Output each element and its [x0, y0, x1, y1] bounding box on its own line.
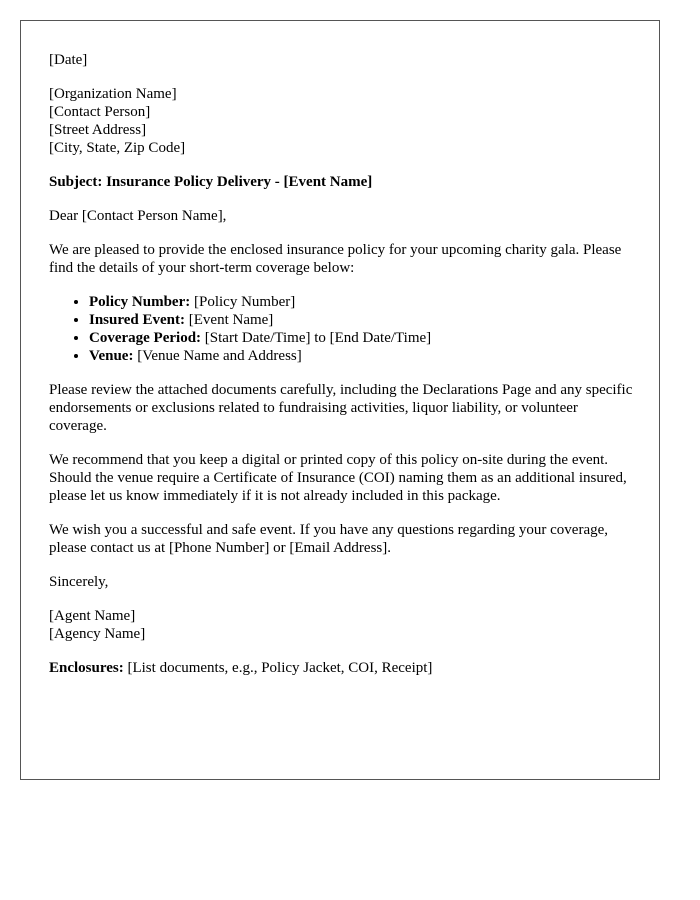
list-item — [89, 329, 633, 347]
letter-date: [Date] — [49, 52, 88, 68]
closing-paragraph: We wish you a successful and safe event. If you have any questions regarding your coverage, please contact us at [Phone Number] or [Email Address]. — [49, 522, 609, 556]
agent-name: [Agent Name] — [49, 608, 136, 624]
list-item — [89, 311, 633, 329]
address-street: [Street Address] — [49, 122, 147, 138]
letter-page — [20, 20, 660, 780]
address-organization: [Organization Name] — [49, 86, 177, 102]
recipient-address — [49, 85, 633, 157]
recommend-paragraph: We recommend that you keep a digital or printed copy of this policy on-site during the event. Should the venue require a Certificate of Insurance (COI) naming them as an additional insured, please let us know immediately if it is not already included in this package. — [49, 452, 627, 504]
detail-value: [Policy Number] — [190, 294, 296, 310]
enclosures-label: Enclosures: — [49, 660, 124, 676]
list-item — [89, 293, 633, 311]
letter-signoff: Sincerely, — [49, 574, 109, 590]
detail-value: [Event Name] — [185, 312, 274, 328]
enclosures-line — [49, 659, 633, 677]
address-contact: [Contact Person] — [49, 104, 151, 120]
signature-block — [49, 607, 633, 643]
list-item — [89, 347, 633, 365]
detail-value: [Start Date/Time] to [End Date/Time] — [201, 330, 432, 346]
letter-content — [49, 51, 633, 693]
letter-salutation: Dear [Contact Person Name], — [49, 208, 227, 224]
address-city: [City, State, Zip Code] — [49, 140, 186, 156]
enclosures-value: [List documents, e.g., Policy Jacket, COI, Receipt] — [123, 660, 433, 676]
detail-label: Coverage Period: — [89, 330, 202, 346]
detail-label: Policy Number: — [89, 294, 191, 310]
intro-paragraph: We are pleased to provide the enclosed insurance policy for your upcoming charity gala. Please find the details of your short-term coverage below: — [49, 242, 622, 276]
detail-value: [Venue Name and Address] — [133, 348, 302, 364]
detail-label: Insured Event: — [89, 312, 185, 328]
detail-label: Venue: — [89, 348, 134, 364]
review-paragraph: Please review the attached documents carefully, including the Declarations Page and any specific endorsements or exclusions related to fundraising activities, liquor liability, or volunteer coverage. — [49, 382, 633, 434]
letter-subject: Subject: Insurance Policy Delivery - [Event Name] — [49, 174, 373, 190]
coverage-details-list — [49, 293, 633, 365]
agency-name: [Agency Name] — [49, 626, 146, 642]
